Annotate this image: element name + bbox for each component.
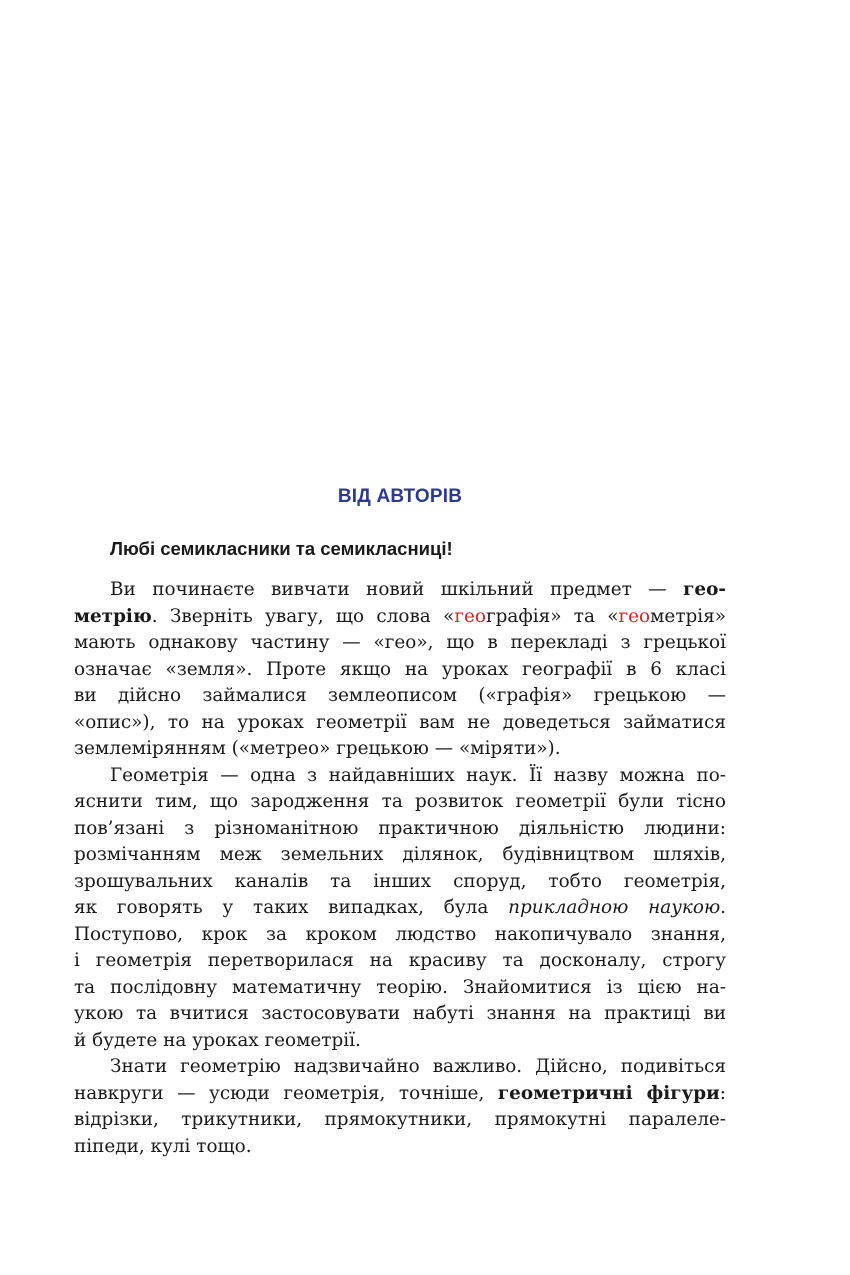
- p2-line-7: Поступово, крок за кроком людство накопичувало знання,: [74, 923, 726, 945]
- p2-line-11: й будете на уроках геометрії.: [74, 1029, 361, 1051]
- p1-line-7: землемірянням («метрео» грецькою — «міряти»).: [74, 738, 561, 759]
- p2-line-2: яснити тим, що зародження та розвиток геометрії були тісно: [74, 791, 726, 812]
- p3-line-1: Знати геометрію надзвичайно важливо. Дійсно, подивіться: [110, 1056, 726, 1077]
- p1-line-3: мають однакову частину — «гео», що в перекладі з грецької: [74, 632, 726, 653]
- bold-term-geometry-end: метрію: [74, 605, 152, 627]
- p3-line-2: навкруги — усюди геометрія, точніше, геометричні фігури:: [74, 1082, 726, 1104]
- bold-term-geometric-figures: геометричні фігури: [497, 1082, 720, 1104]
- p1-line-1: Ви починаєте вивчати новий шкільний предмет — гео-: [110, 579, 726, 600]
- p2-line-9: та послідовну математичну теорію. Знайомитися із цією на-: [74, 976, 726, 998]
- bold-term-geometry: гео-: [683, 579, 726, 600]
- p2-line-6: як говорять у таких випадках, була прикладною наукою.: [74, 897, 726, 918]
- p1-line-2: метрію. Зверніть увагу, що слова «географія» та «геометрія»: [74, 605, 726, 627]
- body-text: [74, 577, 726, 1160]
- p1-line-5: ви дійсно займалися землеописом («графія» грецькою —: [74, 685, 726, 706]
- p2-line-1: Геометрія — одна з найдавніших наук. Її назву можна по-: [110, 764, 726, 786]
- p1-line-4: означає «земля». Проте якщо на уроках географії в 6 класі: [74, 658, 726, 680]
- p2-line-10: укою та вчитися застосовувати набуті знання на практиці ви: [74, 1003, 726, 1024]
- p2-line-8: і геометрія перетворилася на красиву та досконалу, строгу: [74, 950, 726, 971]
- p3-line-4: піпеди, кулі тощо.: [74, 1135, 252, 1157]
- p2-line-5: зрошувальних каналів та інших споруд, тобто геометрія,: [74, 870, 726, 892]
- p2-line-3: пов’язані з різноманітною практичною діяльністю людини:: [74, 817, 726, 839]
- p3-line-3: відрізки, трикутники, прямокутники, прямокутні паралеле-: [74, 1109, 726, 1130]
- p2-line-4: розмічанням меж земельних ділянок, будівництвом шляхів,: [74, 844, 726, 865]
- greeting-line: Любі семикласники та семикласниці!: [110, 538, 453, 559]
- page: [74, 0, 726, 1275]
- p1-line-6: «опис»), то на уроках геометрії вам не доведеться займатися: [74, 711, 726, 733]
- section-heading: ВІД АВТОРІВ: [337, 486, 463, 507]
- italic-term-applied-science: прикладною наукою: [508, 897, 721, 918]
- highlight-geo-1: гео: [454, 605, 486, 627]
- highlight-geo-2: гео: [618, 605, 651, 627]
